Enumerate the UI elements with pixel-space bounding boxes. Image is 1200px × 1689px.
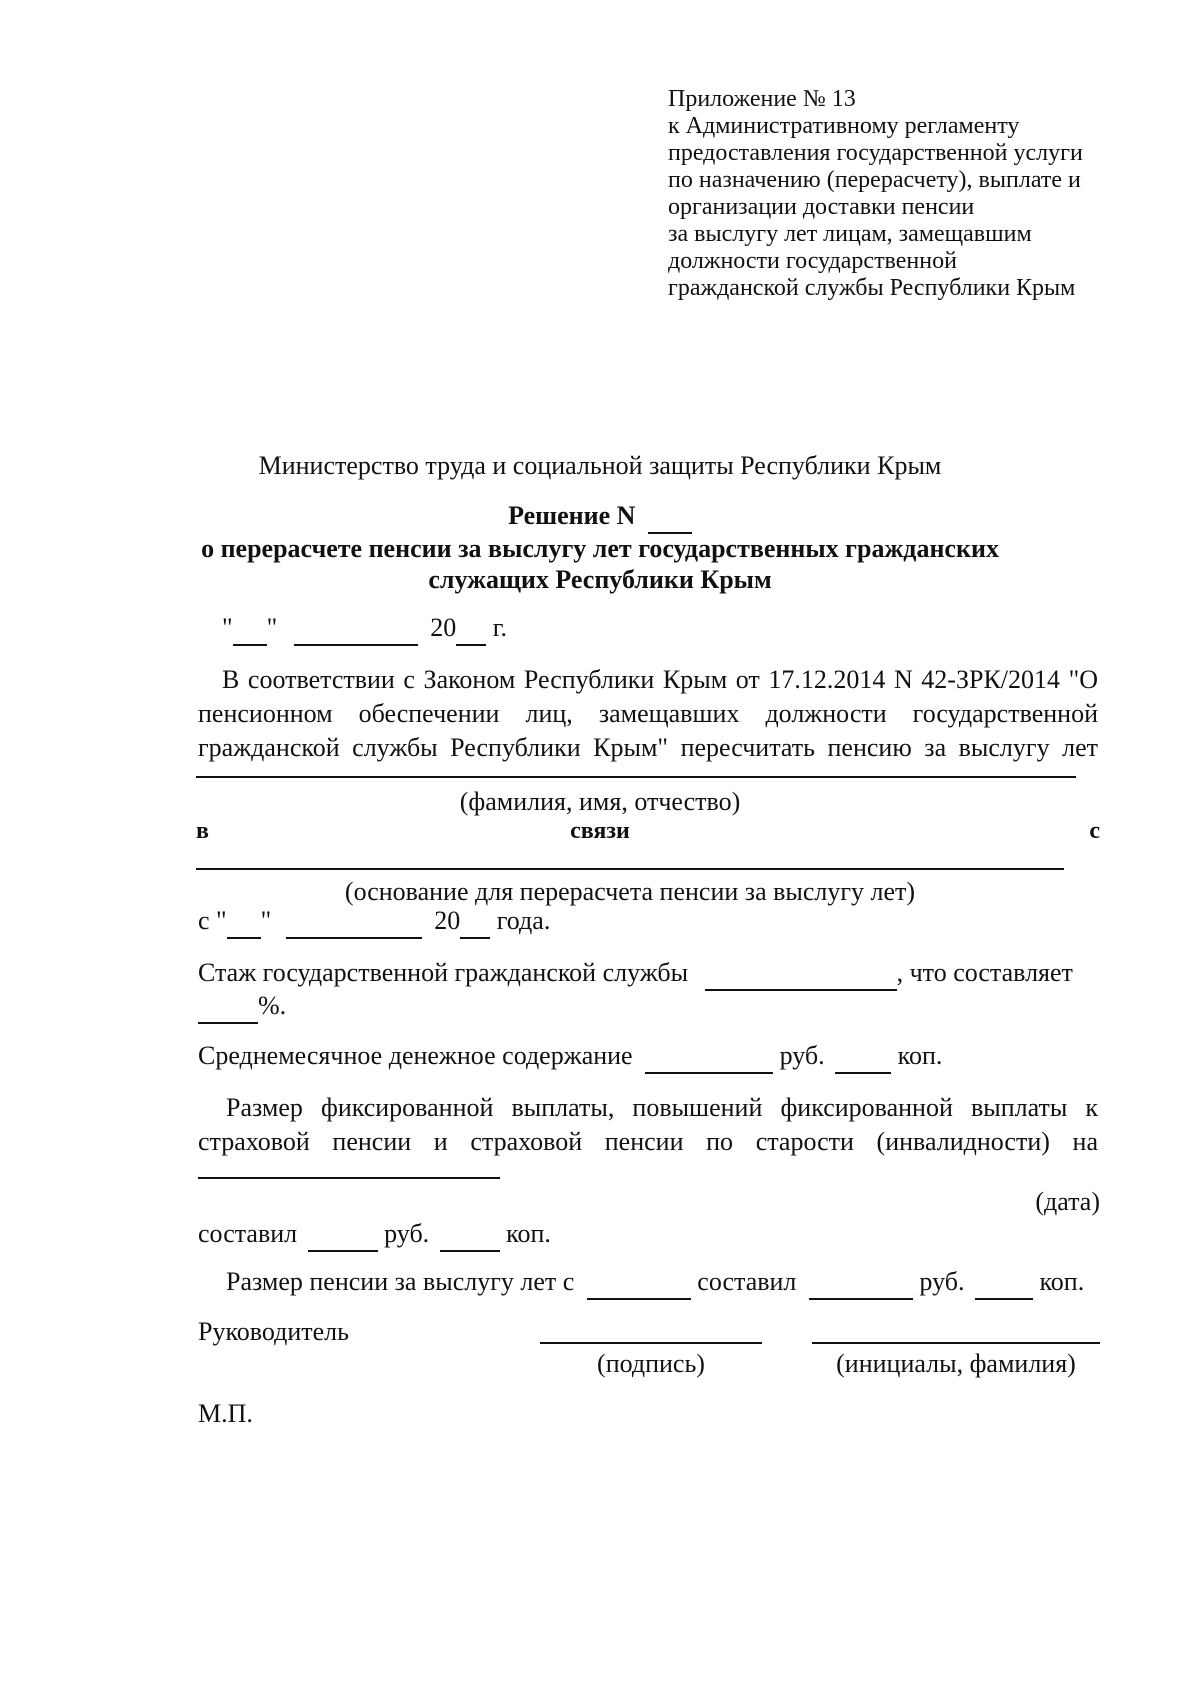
fio-caption: (фамилия, имя, отчество)	[459, 787, 741, 816]
decision-subtitle: о перерасчете пенсии за выслугу лет государственных гражданских	[201, 534, 999, 563]
composed-rub-blank	[308, 1218, 378, 1252]
decision-title-row	[200, 500, 1000, 534]
day-blank	[233, 612, 267, 646]
service-blank	[705, 957, 897, 991]
pension-date-blank	[587, 1266, 691, 1300]
decision-number-blank	[648, 500, 692, 534]
from-day-blank	[227, 905, 261, 939]
avg-kop: коп.	[897, 1041, 943, 1070]
composed-kop-blank	[440, 1218, 500, 1252]
from-year-blank	[460, 905, 490, 939]
composed-row	[198, 1218, 898, 1252]
stamp-label: М.П.	[198, 1399, 253, 1428]
pension-rub: руб.	[919, 1267, 965, 1296]
avg-rub: руб.	[779, 1041, 825, 1070]
percent-row	[198, 990, 498, 1024]
from-prefix: с "	[198, 906, 227, 935]
basis-blank-line	[196, 868, 1064, 870]
pension-size-label: Размер пенсии за выслугу лет с	[226, 1267, 575, 1296]
ministry-name: Министерство труда и социальной защиты Республики Крым	[258, 451, 942, 480]
year-prefix: 20	[430, 613, 457, 642]
from-month-blank	[286, 905, 422, 939]
annex-number: Приложение № 13	[668, 86, 856, 112]
annex-line: предоставления государственной услуги	[668, 140, 1083, 166]
from-year-prefix: 20	[434, 906, 461, 935]
pension-rub-blank	[809, 1266, 913, 1300]
month-blank	[294, 612, 418, 646]
from-date-line	[198, 905, 798, 939]
date-quote: "	[222, 613, 233, 642]
date-line	[222, 612, 722, 646]
annex-line: по назначению (перерасчету), выплате и	[668, 167, 1081, 193]
from-quote: "	[260, 906, 272, 935]
name-caption: (инициалы, фамилия)	[836, 1349, 1076, 1378]
connection-left: в	[196, 818, 209, 844]
fixed-payment-line: страховой пенсии и страховой пенсии по старости (инвалидности) на	[198, 1127, 1098, 1156]
connection-middle: связи	[570, 818, 630, 844]
decision-subtitle: служащих Республики Крым	[428, 565, 772, 594]
law-line: пенсионном обеспечении лиц, замещавших должности государственной	[198, 699, 1098, 728]
percent-blank	[198, 990, 258, 1024]
fixed-payment-line: Размер фиксированной выплаты, повышений фиксированной выплаты к	[226, 1093, 1098, 1122]
name-line	[812, 1342, 1100, 1344]
annex-line: должности государственной	[668, 248, 957, 274]
pension-size-row	[226, 1266, 1106, 1300]
annex-line: за выслугу лет лицам, замещавшим	[668, 221, 1032, 247]
law-line: гражданской службы Республики Крым" пересчитать пенсию за выслугу лет	[198, 733, 1098, 762]
percent-sign: %.	[258, 991, 287, 1020]
service-row	[198, 957, 1098, 991]
service-tail: , что составляет	[896, 958, 1073, 987]
basis-caption: (основание для перерасчета пенсии за выслугу лет)	[344, 877, 916, 906]
composed-label: составил	[198, 1219, 298, 1248]
annex-line: гражданской службы Республики Крым	[668, 275, 1076, 301]
pension-kop-blank	[975, 1266, 1033, 1300]
date-quote: "	[266, 613, 278, 642]
year-suffix: г.	[492, 613, 507, 642]
avg-kop-blank	[835, 1040, 891, 1074]
connection-right: с	[1089, 818, 1100, 844]
composed-rub: руб.	[384, 1219, 430, 1248]
head-label: Руководитель	[198, 1317, 349, 1346]
decision-title: Решение N	[508, 501, 636, 530]
pension-composed: составил	[697, 1267, 797, 1296]
date-caption: (дата)	[1035, 1187, 1100, 1216]
composed-kop: коп.	[506, 1219, 551, 1248]
service-label: Стаж государственной гражданской службы	[198, 958, 689, 987]
annex-block	[668, 86, 1128, 302]
signature-line	[540, 1342, 762, 1344]
law-line: В соответствии с Законом Республики Крым от 17.12.2014 N 42-ЗРК/2014 "О	[222, 665, 1098, 694]
pension-kop: коп.	[1039, 1267, 1085, 1296]
fio-blank-line	[196, 776, 1076, 778]
avg-rub-blank	[645, 1040, 773, 1074]
year-blank	[456, 612, 486, 646]
signature-caption: (подпись)	[597, 1349, 705, 1378]
avg-salary-label: Среднемесячное денежное содержание	[198, 1041, 633, 1070]
from-suffix: года.	[496, 906, 551, 935]
fixed-date-blank	[198, 1177, 500, 1179]
annex-line: организации доставки пенсии	[668, 194, 975, 220]
avg-salary-row	[198, 1040, 1098, 1074]
annex-line: к Административному регламенту	[668, 113, 1020, 139]
